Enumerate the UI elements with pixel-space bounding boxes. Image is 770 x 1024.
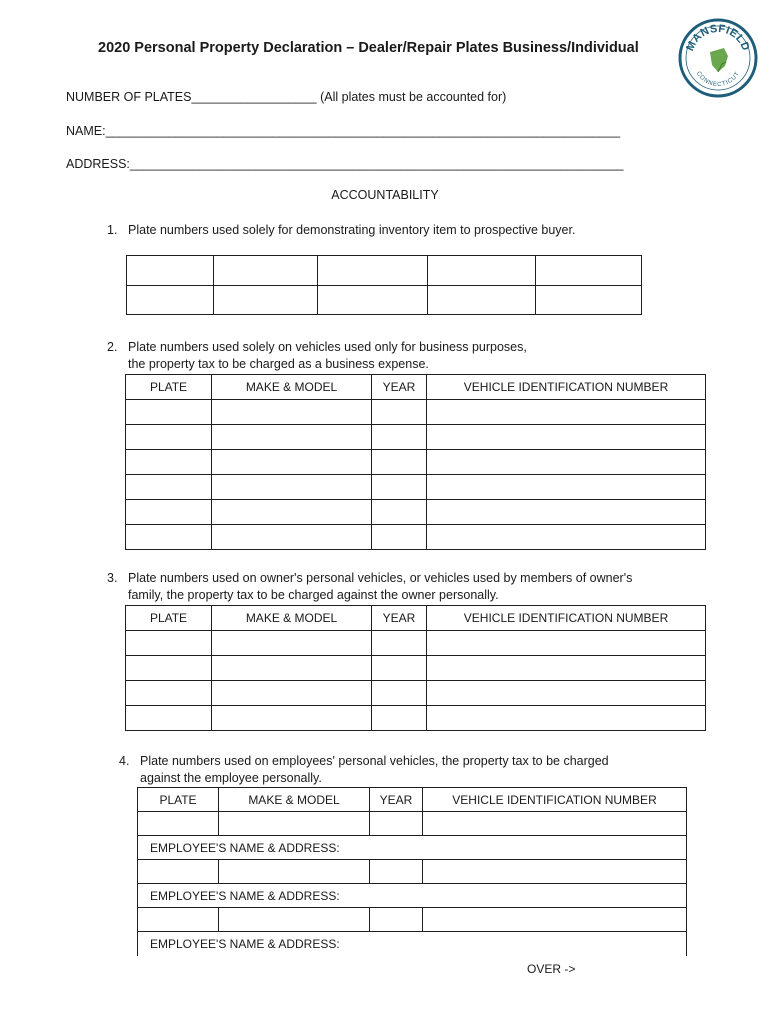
table-cell[interactable] <box>219 908 370 932</box>
demo-plate-cell[interactable] <box>127 286 214 315</box>
table-cell[interactable] <box>126 425 212 450</box>
table-cell[interactable] <box>212 400 372 425</box>
table-cell[interactable] <box>427 450 706 475</box>
demo-plate-cell[interactable] <box>536 256 642 286</box>
table-cell[interactable] <box>212 450 372 475</box>
table-cell[interactable] <box>372 706 427 731</box>
item-1-number: 1. <box>107 223 118 237</box>
demo-plate-cell[interactable] <box>214 286 318 315</box>
item-3-number: 3. <box>107 571 118 585</box>
table-cell[interactable] <box>219 860 370 884</box>
item-1-text: Plate numbers used solely for demonstrating inventory item to prospective buyer. <box>128 223 576 237</box>
table-cell[interactable] <box>372 525 427 550</box>
employee-name-address-label[interactable]: EMPLOYEE'S NAME & ADDRESS: <box>138 836 687 860</box>
item-4-number: 4. <box>119 754 130 768</box>
mansfield-seal-logo <box>678 18 758 98</box>
demo-plate-cell[interactable] <box>127 256 214 286</box>
table-cell[interactable] <box>126 706 212 731</box>
table-cell[interactable] <box>427 500 706 525</box>
table-cell[interactable] <box>372 681 427 706</box>
table-cell[interactable] <box>427 656 706 681</box>
table-cell[interactable] <box>372 631 427 656</box>
table-cell[interactable] <box>126 681 212 706</box>
table-cell[interactable] <box>219 812 370 836</box>
svg-text:MANSFIELD: MANSFIELD <box>684 22 752 53</box>
column-header-make-model: MAKE & MODEL <box>212 375 372 400</box>
table-cell[interactable] <box>427 400 706 425</box>
column-header-plate: PLATE <box>138 788 219 812</box>
table-cell[interactable] <box>212 525 372 550</box>
item-2-text-line-2: the property tax to be charged as a business expense. <box>128 357 429 371</box>
demo-plate-cell[interactable] <box>318 256 428 286</box>
table-cell[interactable] <box>372 400 427 425</box>
table-cell[interactable] <box>427 525 706 550</box>
table-cell[interactable] <box>370 812 423 836</box>
demo-plate-cell[interactable] <box>214 256 318 286</box>
table-cell[interactable] <box>212 475 372 500</box>
table-cell[interactable] <box>423 812 687 836</box>
column-header-make-model: MAKE & MODEL <box>212 606 372 631</box>
table-cell[interactable] <box>427 425 706 450</box>
item-2-number: 2. <box>107 340 118 354</box>
column-header-plate: PLATE <box>126 606 212 631</box>
business-vehicles-table <box>125 374 706 550</box>
table-cell[interactable] <box>212 631 372 656</box>
table-cell[interactable] <box>212 706 372 731</box>
column-header-year: YEAR <box>372 606 427 631</box>
table-cell[interactable] <box>423 860 687 884</box>
demo-plate-cell[interactable] <box>318 286 428 315</box>
table-cell[interactable] <box>212 656 372 681</box>
svg-text:CONNECTICUT: CONNECTICUT <box>694 70 742 89</box>
demo-plate-cell[interactable] <box>428 286 536 315</box>
table-cell[interactable] <box>138 812 219 836</box>
table-cell[interactable] <box>372 450 427 475</box>
table-cell[interactable] <box>370 908 423 932</box>
table-cell[interactable] <box>126 500 212 525</box>
name-field[interactable]: NAME:__________________________________________________________________________ <box>66 124 621 138</box>
table-cell[interactable] <box>126 475 212 500</box>
column-header-year: YEAR <box>370 788 423 812</box>
item-2-text-line-1: Plate numbers used solely on vehicles used only for business purposes, <box>128 340 527 354</box>
demo-plate-cell[interactable] <box>428 256 536 286</box>
column-header-vin: VEHICLE IDENTIFICATION NUMBER <box>427 606 706 631</box>
table-cell[interactable] <box>126 400 212 425</box>
table-cell[interactable] <box>126 450 212 475</box>
table-cell[interactable] <box>427 681 706 706</box>
table-cell[interactable] <box>212 425 372 450</box>
table-cell[interactable] <box>138 908 219 932</box>
table-cell[interactable] <box>126 631 212 656</box>
table-cell[interactable] <box>212 500 372 525</box>
table-cell[interactable] <box>427 475 706 500</box>
table-cell[interactable] <box>372 425 427 450</box>
table-cell[interactable] <box>427 706 706 731</box>
table-cell[interactable] <box>212 681 372 706</box>
employee-name-address-label[interactable]: EMPLOYEE'S NAME & ADDRESS: <box>138 932 687 956</box>
table-cell[interactable] <box>126 656 212 681</box>
item-3-text-line-2: family, the property tax to be charged against the owner personally. <box>128 588 499 602</box>
column-header-make-model: MAKE & MODEL <box>219 788 370 812</box>
employee-vehicles-table <box>137 787 687 956</box>
section-heading: ACCOUNTABILITY <box>331 188 439 202</box>
employee-name-address-label[interactable]: EMPLOYEE'S NAME & ADDRESS: <box>138 884 687 908</box>
demo-plate-cell[interactable] <box>536 286 642 315</box>
number-of-plates-field[interactable]: NUMBER OF PLATES__________________ (All plates must be accounted for) <box>66 90 507 104</box>
table-cell[interactable] <box>427 631 706 656</box>
table-cell[interactable] <box>138 860 219 884</box>
column-header-plate: PLATE <box>126 375 212 400</box>
table-cell[interactable] <box>372 656 427 681</box>
item-4-text-line-1: Plate numbers used on employees' personal vehicles, the property tax to be charged <box>140 754 609 768</box>
table-cell[interactable] <box>370 860 423 884</box>
over-footer: OVER -> <box>527 962 576 976</box>
table-cell[interactable] <box>423 908 687 932</box>
personal-vehicles-table <box>125 605 706 731</box>
item-3-text-line-1: Plate numbers used on owner's personal vehicles, or vehicles used by members of owner's <box>128 571 633 585</box>
page-title: 2020 Personal Property Declaration – Dealer/Repair Plates Business/Individual <box>98 40 639 56</box>
address-field[interactable]: ADDRESS:_______________________________________________________________________ <box>66 157 624 171</box>
table-cell[interactable] <box>372 475 427 500</box>
table-cell[interactable] <box>372 500 427 525</box>
table-cell[interactable] <box>126 525 212 550</box>
column-header-year: YEAR <box>372 375 427 400</box>
column-header-vin: VEHICLE IDENTIFICATION NUMBER <box>427 375 706 400</box>
item-4-text-line-2: against the employee personally. <box>140 771 322 785</box>
demo-plates-table <box>126 255 642 315</box>
column-header-vin: VEHICLE IDENTIFICATION NUMBER <box>423 788 687 812</box>
